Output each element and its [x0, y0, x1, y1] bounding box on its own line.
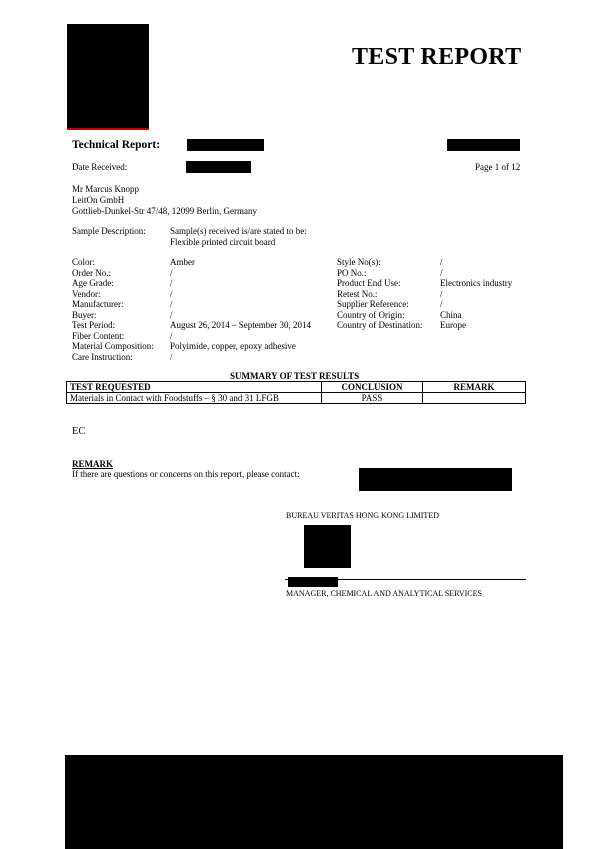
- sample-description-label: Sample Description:: [72, 226, 146, 236]
- signature-title: MANAGER, CHEMICAL AND ANALYTICAL SERVICES: [286, 589, 482, 598]
- field-value: /: [440, 299, 443, 310]
- ec-text: EC: [72, 426, 86, 437]
- date-received-label: Date Received:: [72, 162, 128, 172]
- row-remark: [423, 393, 526, 404]
- field-value: China: [440, 309, 462, 320]
- redacted-report-number: [187, 139, 264, 151]
- field-value: Europe: [440, 320, 466, 331]
- field-value: Polyimide, copper, epoxy adhesive: [170, 341, 296, 352]
- field-label: Product End Use:: [337, 278, 401, 289]
- summary-header-row: [67, 382, 526, 393]
- sample-line-1: Sample(s) received is/are stated to be:: [170, 226, 307, 236]
- signature-line: [285, 579, 526, 580]
- field-label: Order No.:: [72, 267, 111, 278]
- page-number: Page 1 of 12: [475, 162, 521, 172]
- field-value: /: [170, 288, 173, 299]
- field-value: /: [440, 257, 443, 267]
- field-label: Age Grade:: [72, 278, 114, 289]
- field-label: Care Instruction:: [72, 351, 133, 362]
- address-block: [72, 184, 257, 217]
- field-label: Color:: [72, 257, 96, 267]
- field-value: /: [440, 267, 443, 278]
- field-value: /: [170, 351, 173, 362]
- sample-line-2: Flexible printed circuit board: [170, 237, 276, 247]
- table-row: [67, 393, 526, 404]
- page-title: TEST REPORT: [352, 44, 522, 70]
- col-test-requested: TEST REQUESTED: [67, 382, 322, 393]
- field-label: Material Composition:: [72, 341, 154, 352]
- field-label: Style No(s):: [337, 257, 381, 267]
- field-label: Supplier Reference:: [337, 299, 409, 310]
- sample-description: [170, 226, 307, 248]
- remark-heading: REMARK: [72, 459, 113, 469]
- row-conclusion: PASS: [322, 393, 423, 404]
- field-label: Buyer:: [72, 309, 97, 320]
- field-label: Test Period:: [72, 320, 116, 331]
- col-remark: REMARK: [423, 382, 526, 393]
- field-value: Electronics industry: [440, 278, 513, 289]
- row-test-requested: Materials in Contact with Foodstuffs – § 30 and 31 LFGB: [67, 393, 322, 404]
- field-value: /: [170, 278, 173, 289]
- address-street: Gottlieb-Dunkel-Str 47/48, 12099 Berlin, Germany: [72, 206, 257, 216]
- col-conclusion: CONCLUSION: [322, 382, 423, 393]
- field-label: Retest No.:: [337, 288, 378, 299]
- field-label: Country of Origin:: [337, 309, 405, 320]
- field-value: /: [170, 309, 173, 320]
- redacted-report-number-right: [447, 139, 520, 151]
- redacted-contact: [359, 468, 512, 491]
- redacted-date-received: [186, 161, 251, 173]
- redacted-footer: [65, 755, 563, 849]
- field-label: Fiber Content:: [72, 330, 125, 341]
- address-name: Mr Marcus Knopp: [72, 184, 139, 194]
- summary-heading: SUMMARY OF TEST RESULTS: [230, 371, 360, 381]
- remark-text: If there are questions or concerns on this report, please contact:: [72, 469, 300, 479]
- redacted-signature: [304, 525, 351, 568]
- technical-report-label: Technical Report:: [72, 139, 161, 151]
- field-label: Manufacturer:: [72, 299, 124, 310]
- signature-company: BUREAU VERITAS HONG KONG LIMITED: [286, 511, 439, 520]
- field-value: /: [440, 288, 443, 299]
- address-company: LeitOn GmbH: [72, 195, 125, 205]
- field-value: /: [170, 299, 173, 310]
- field-label: Country of Destination:: [337, 320, 423, 331]
- field-label: Vendor:: [72, 288, 101, 299]
- field-value: August 26, 2014 – September 30, 2014: [170, 320, 311, 331]
- field-value: /: [170, 330, 173, 341]
- summary-table: [66, 381, 526, 404]
- field-value: Amber: [170, 257, 195, 267]
- field-value: /: [170, 267, 173, 278]
- field-label: PO No.:: [337, 267, 367, 278]
- redacted-logo: [67, 24, 149, 130]
